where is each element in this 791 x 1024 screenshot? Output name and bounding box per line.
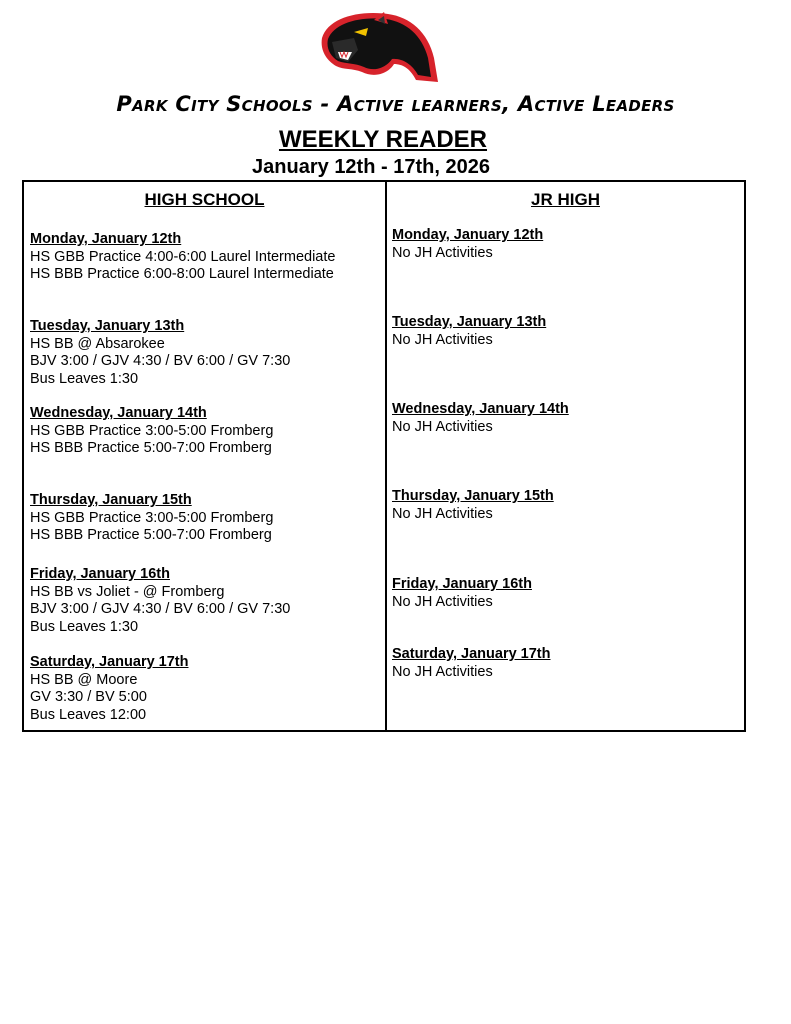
day-title: Friday, January 16th [392, 576, 532, 592]
event-line: No JH Activities [392, 418, 493, 435]
hs-day-friday [30, 566, 290, 636]
jh-day-wednesday [392, 401, 569, 436]
event-line: HS BB @ Absarokee [30, 335, 165, 352]
day-title: Monday, January 12th [30, 231, 182, 247]
day-title: Saturday, January 17th [392, 646, 551, 662]
event-line: HS BB vs Joliet - @ Fromberg [30, 583, 225, 600]
event-line: HS BBB Practice 5:00-7:00 Fromberg [30, 440, 272, 457]
event-line: BJV 3:00 / GJV 4:30 / BV 6:00 / GV 7:30 [30, 601, 291, 618]
schedule-table [22, 180, 746, 732]
jh-day-friday [392, 576, 532, 611]
day-title: Friday, January 16th [30, 566, 170, 582]
hs-day-thursday [30, 492, 273, 545]
event-line: No JH Activities [392, 331, 493, 348]
hs-day-monday [30, 231, 335, 284]
day-title: Tuesday, January 13th [392, 314, 547, 330]
day-title: Tuesday, January 13th [30, 318, 185, 334]
jr-high-heading: JR HIGH [531, 190, 600, 209]
jh-day-saturday [392, 646, 551, 681]
week-date-range: January 12th - 17th, 2026 [252, 156, 490, 178]
hs-day-tuesday [30, 318, 290, 388]
high-school-heading: HIGH SCHOOL [144, 190, 265, 209]
event-line: HS GBB Practice 3:00-5:00 Fromberg [30, 509, 274, 526]
day-title: Saturday, January 17th [30, 654, 189, 670]
page-title: WEEKLY READER [278, 126, 488, 153]
day-title: Monday, January 12th [392, 227, 544, 243]
hs-day-saturday [30, 654, 189, 724]
event-line: HS GBB Practice 3:00-5:00 Fromberg [30, 422, 274, 439]
hs-day-wednesday [30, 405, 273, 458]
day-title: Thursday, January 15th [392, 488, 554, 504]
jh-day-thursday [392, 488, 554, 523]
column-divider [385, 182, 387, 730]
event-line: HS BB @ Moore [30, 671, 138, 688]
day-title: Wednesday, January 14th [30, 405, 207, 421]
jh-day-monday [392, 227, 543, 262]
event-line: Bus Leaves 1:30 [30, 618, 139, 635]
event-line: Bus Leaves 1:30 [30, 370, 139, 387]
event-line: Bus Leaves 12:00 [30, 706, 147, 723]
event-line: No JH Activities [392, 593, 493, 610]
day-title: Wednesday, January 14th [392, 401, 569, 417]
event-line: No JH Activities [392, 663, 493, 680]
event-line: No JH Activities [392, 505, 493, 522]
event-line: HS BBB Practice 5:00-7:00 Fromberg [30, 527, 272, 544]
school-motto: Park City Schools - Active learners, Active Leaders [116, 92, 675, 116]
event-line: BJV 3:00 / GJV 4:30 / BV 6:00 / GV 7:30 [30, 353, 291, 370]
event-line: GV 3:30 / BV 5:00 [30, 689, 147, 706]
panther-logo [318, 8, 440, 84]
event-line: No JH Activities [392, 244, 493, 261]
event-line: HS BBB Practice 6:00-8:00 Laurel Intermediate [30, 266, 334, 283]
event-line: HS GBB Practice 4:00-6:00 Laurel Intermediate [30, 248, 336, 265]
day-title: Thursday, January 15th [30, 492, 192, 508]
jh-day-tuesday [392, 314, 546, 349]
